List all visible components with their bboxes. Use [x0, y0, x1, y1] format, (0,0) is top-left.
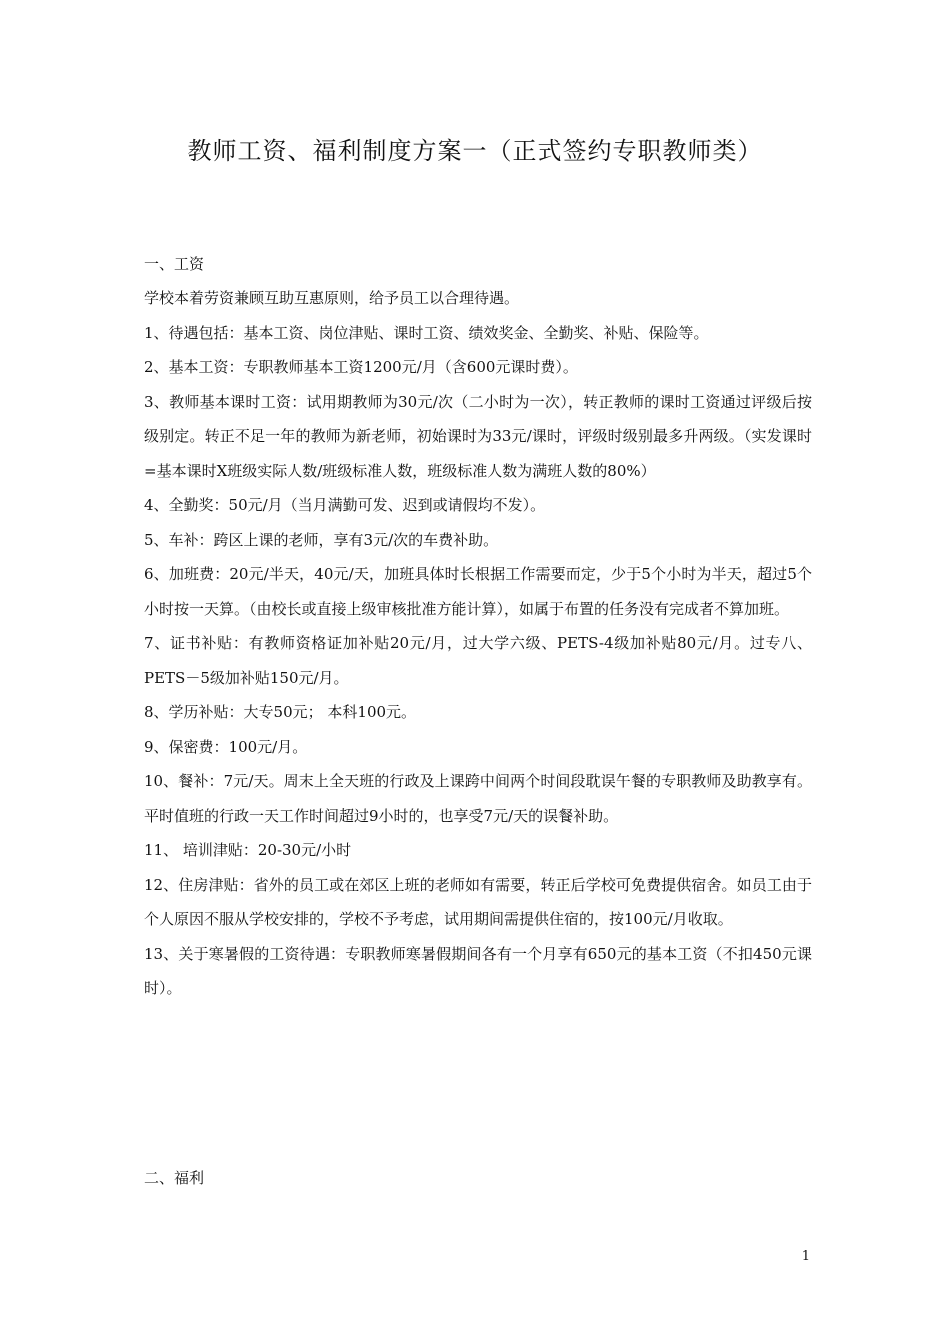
paragraph-item-10: 10、餐补：7元/天。周末上全天班的行政及上课跨中间两个时间段耽误午餐的专职教师及助教享有。平时值班的行政一天工作时间超过9小时的，也享受7元/天的误餐补助。 [144, 772, 812, 825]
paragraph-item-7: 7、证书补贴：有教师资格证加补贴20元/月，过大学六级、PETS-4级加补贴80元/月。过专八、PETS－5级加补贴150元/月。 [144, 634, 812, 687]
paragraph-item-6: 6、加班费：20元/半天，40元/天，加班具体时长根据工作需要而定，少于5个小时为半天，超过5个小时按一天算。（由校长或直接上级审核批准方能计算），如属于布置的任务没有完成者不算加班。 [144, 565, 812, 618]
section-heading-benefits: 二、福利 [144, 1169, 205, 1187]
paragraph-item-4: 4、全勤奖：50元/月（当月满勤可发、迟到或请假均不发）。 [144, 496, 546, 514]
paragraph-item-12: 12、住房津贴：省外的员工或在郊区上班的老师如有需要，转正后学校可免费提供宿舍。如员工由于个人原因不服从学校安排的，学校不予考虑，试用期间需提供住宿的，按100元/月收取。 [144, 875, 812, 928]
paragraph-item-5: 5、车补：跨区上课的老师，享有3元/次的车费补助。 [144, 530, 499, 549]
paragraph-item-3: 3、教师基本课时工资：试用期教师为30元/次（二小时为一次），转正教师的课时工资通过评级后按级别定。转正不足一年的教师为新老师，初始课时为33元/课时，评级时级别最多升两级。（实发课时=基本课时X班级实际人数/班级标准人数，班级标准人数为满班人数的80%） [144, 392, 812, 480]
paragraph-item-13: 13、关于寒暑假的工资待遇：专职教师寒暑假期间各有一个月享有650元的基本工资（不扣450元课时）。 [144, 944, 812, 997]
paragraph-item-1: 1、待遇包括：基本工资、岗位津贴、课时工资、绩效奖金、全勤奖、补贴、保险等。 [144, 323, 709, 342]
section-heading-salary: 一、工资 [144, 255, 205, 273]
paragraph-item-8: 8、学历补贴：大专50元； 本科100元。 [144, 703, 417, 721]
page-number: 1 [801, 1249, 810, 1264]
document-title: 教师工资、福利制度方案一（正式签约专职教师类） [187, 137, 763, 165]
paragraph-item-2: 2、基本工资：专职教师基本工资1200元/月（含600元课时费）。 [144, 358, 578, 376]
paragraph-item-9: 9、保密费：100元/月。 [144, 737, 308, 756]
salary-section-body [144, 281, 812, 1006]
paragraph-intro: 学校本着劳资兼顾互助互惠原则，给予员工以合理待遇。 [144, 289, 520, 307]
paragraph-item-11: 11、 培训津贴：20-30元/小时 [144, 841, 352, 859]
